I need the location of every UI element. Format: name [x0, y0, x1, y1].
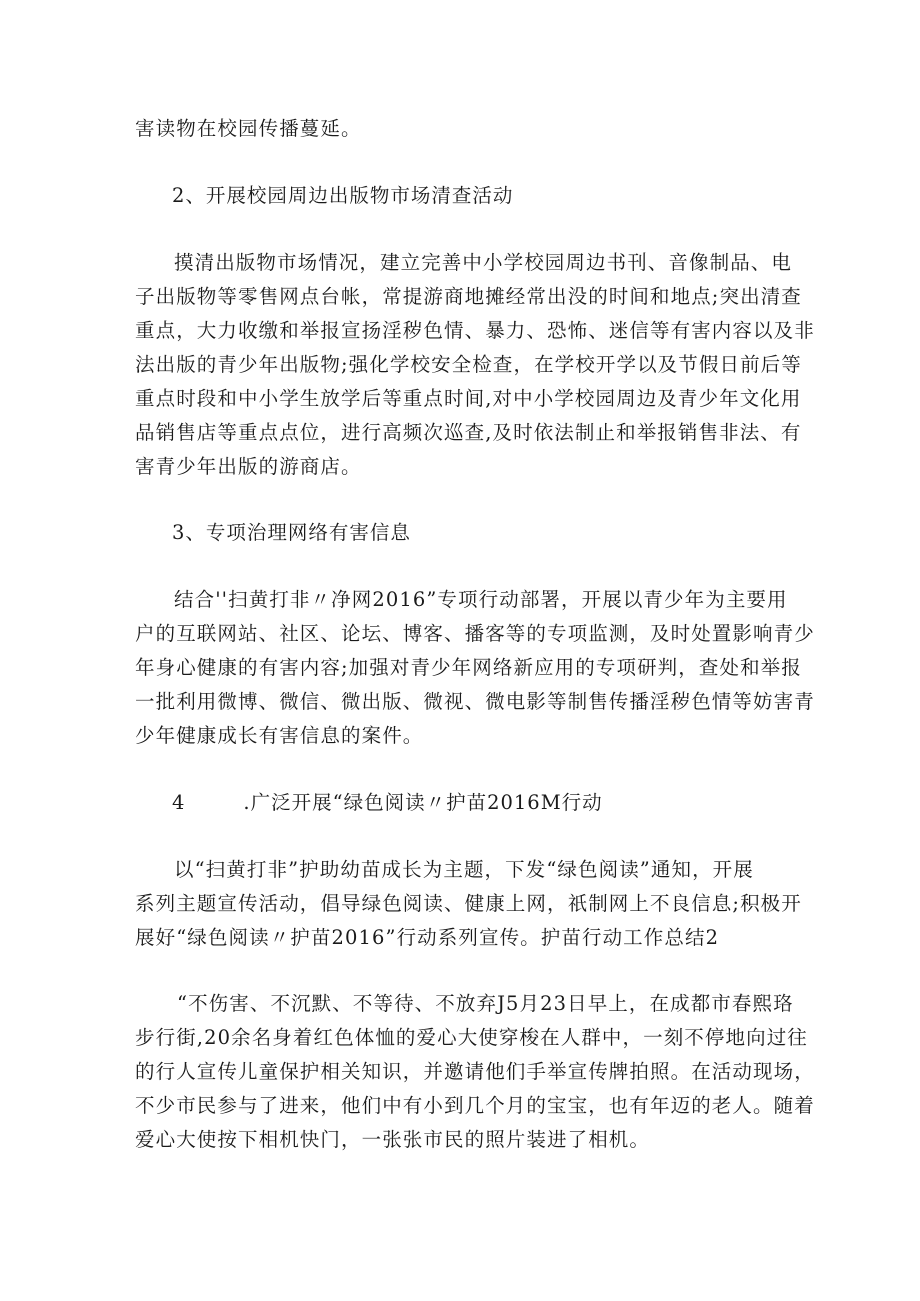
section-heading-text: .广泛开展“绿色阅读〃护苗2016M行动	[243, 791, 603, 814]
paragraph-line: 展好“绿色阅读〃护苗2016”行动系列宣传。护苗行动工作总结2	[135, 926, 720, 949]
paragraph-line: 一批利用微博、微信、微出版、微视、微电影等制售传播淫秽色情等妨害青	[135, 690, 815, 713]
section-heading	[172, 790, 603, 816]
section-heading: 3、专项治理网络有害信息	[172, 521, 411, 544]
paragraph-line: 不少市民参与了进来，他们中有小到几个月的宝宝，也有年迈的老人。随着	[135, 1094, 815, 1117]
paragraph-line: 以“扫黄打非”护助幼苗成长为主题，下发“绿色阅读”通知，开展	[174, 858, 754, 881]
paragraph-line: “不伤害、不沉默、不等待、不放弃J5月23日早上，在成都市春熙珞	[177, 992, 794, 1015]
paragraph-line: 步行街,20余名身着红色体恤的爱心大使穿梭在人群中，一刻不停地向过往	[135, 1026, 808, 1049]
paragraph-line: 害读物在校园传播蔓延。	[135, 117, 362, 140]
paragraph-line: 爱心大使按下相机快门，一张张市民的照片装进了相机。	[135, 1128, 651, 1151]
section-number: 4	[172, 791, 186, 814]
paragraph-line: 年身心健康的有害内容;加强对青少年网络新应用的专项研判，查处和举报	[135, 656, 802, 679]
paragraph-line: 重点时段和中小学生放学后等重点时间,对中小学校园周边及青少年文化用	[135, 387, 802, 410]
paragraph-line: 品销售店等重点点位，进行高频次巡查,及时依法制止和举报销售非法、有	[135, 421, 802, 444]
paragraph-line: 少年健康成长有害信息的案件。	[135, 724, 424, 747]
paragraph-line: 害青少年出版的游商店。	[135, 455, 362, 478]
paragraph-line: 重点，大力收缴和举报宣扬淫秽色情、暴力、恐怖、迷信等有害内容以及非	[135, 319, 815, 342]
section-heading: 2、开展校园周边出版物市场清查活动	[172, 184, 514, 207]
paragraph-line: 子出版物等零售网点台帐，常提游商地摊经常出没的时间和地点;突出清查	[135, 285, 802, 308]
paragraph-line: 户的互联网站、社区、论坛、博客、播客等的专项监测，及时处置影响青少	[135, 622, 815, 645]
paragraph-line: 系列主题宣传活动，倡导绿色阅读、健康上网，祇制网上不良信息;积极开	[135, 892, 802, 915]
paragraph-line: 摸清出版物市场情况，建立完善中小学校园周边书刊、音像制品、电	[174, 251, 793, 274]
paragraph-line: 的行人宣传儿童保护相关知识，并邀请他们手举宣传牌拍照。在活动现场，	[135, 1060, 815, 1083]
paragraph-line: 结合''扫黄打非〃净网2016”专项行动部署，开展以青少年为主要用	[174, 588, 788, 611]
paragraph-line: 法出版的青少年出版物;强化学校安全检查，在学校开学以及节假日前后等	[135, 353, 802, 376]
